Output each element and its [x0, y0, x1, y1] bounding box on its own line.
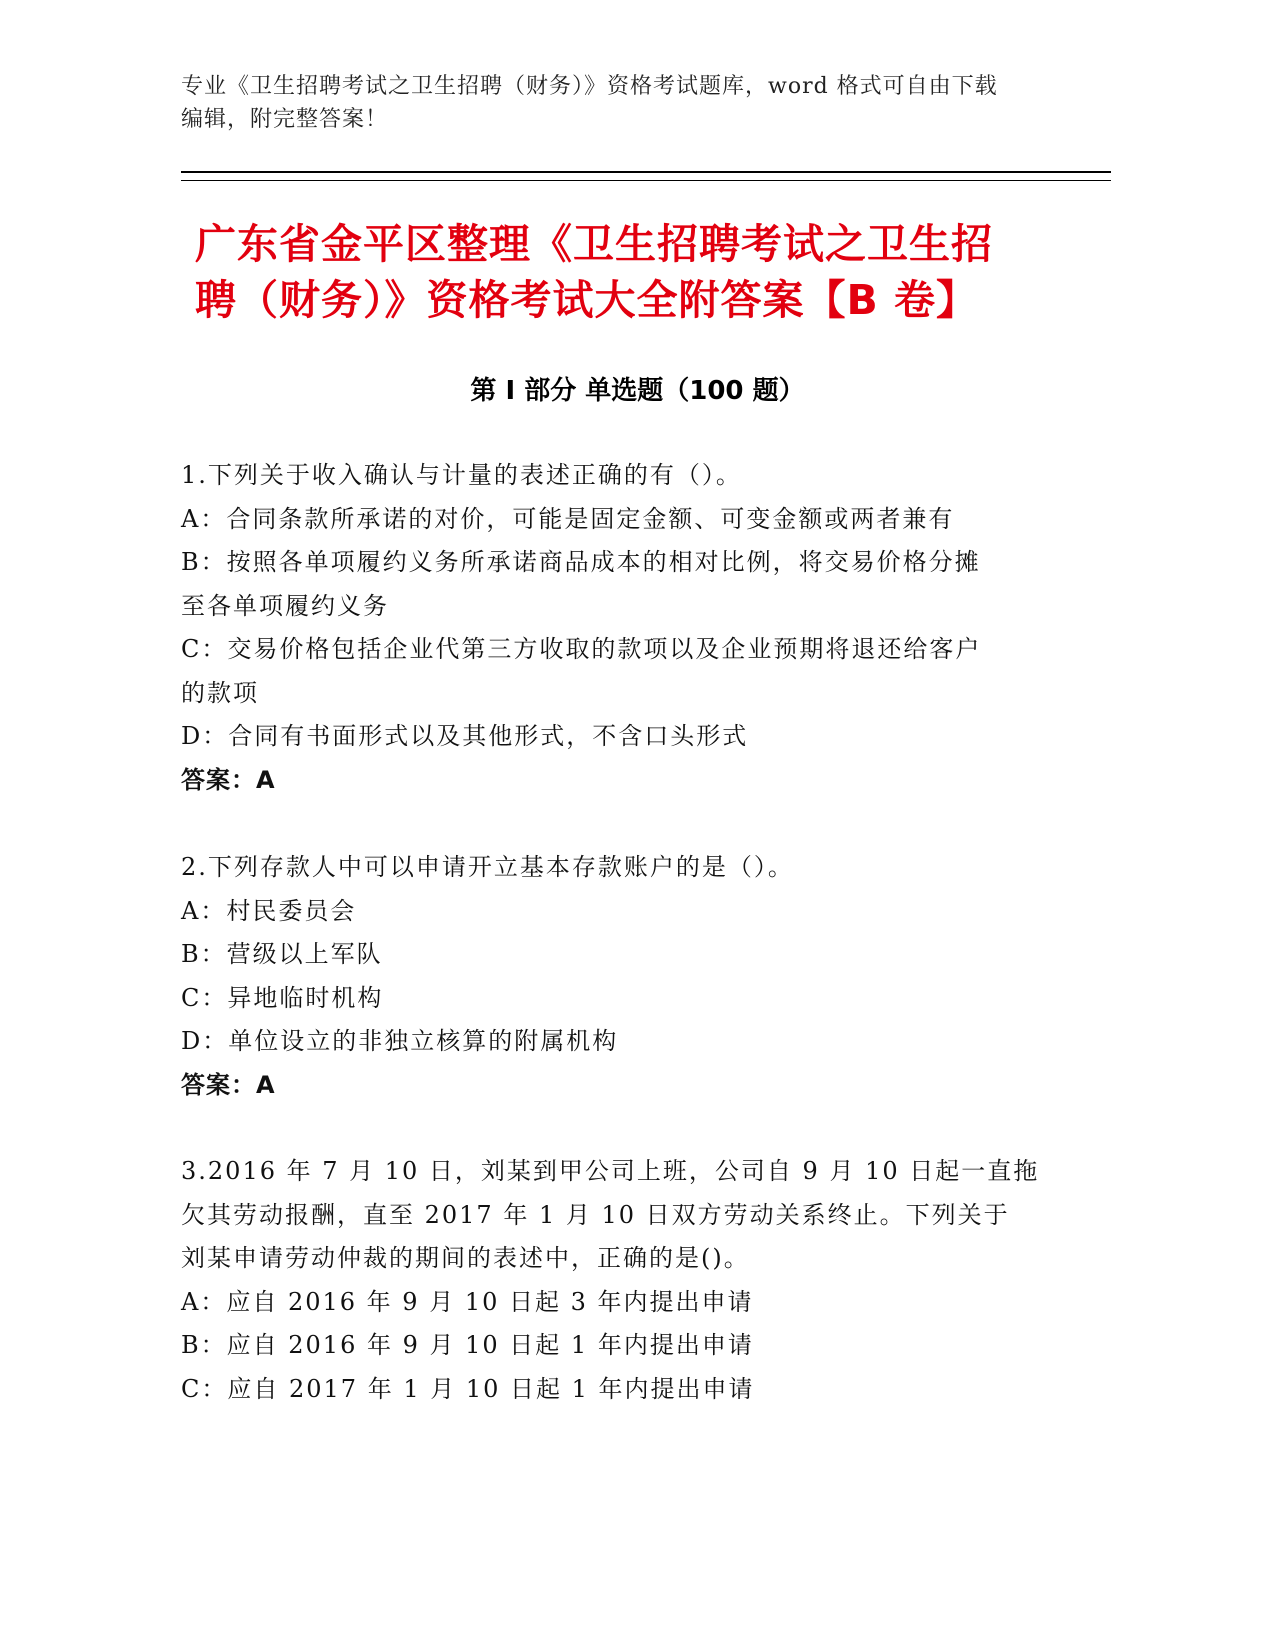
option-d: D：合同有书面形式以及其他形式，不含口头形式 [181, 722, 749, 750]
option-c: C：应自 2017 年 1 月 10 日起 1 年内提出申请 [181, 1374, 755, 1403]
question-3 [181, 1150, 1041, 1411]
question-stem-continued: 欠其劳动报酬，直至 2017 年 1 月 10 日双方劳动关系终止。下列关于 [181, 1200, 1010, 1229]
option-c-continued: 的款项 [181, 678, 259, 707]
document-title-line: 广东省金平区整理《卫生招聘考试之卫生招 [195, 220, 993, 268]
option-a: A：合同条款所承诺的对价，可能是固定金额、可变金额或两者兼有 [181, 504, 955, 533]
option-c: C：交易价格包括企业代第三方收取的款项以及企业预期将退还给客户 [181, 635, 982, 663]
option-b: B：营级以上军队 [181, 940, 383, 968]
option-c: C：异地临时机构 [181, 983, 384, 1012]
section-heading: 第 I 部分 单选题（100 题） [470, 376, 805, 406]
header-note [181, 70, 1041, 136]
header-divider-thick [181, 171, 1111, 173]
option-b: B：应自 2016 年 9 月 10 日起 1 年内提出申请 [181, 1331, 754, 1359]
option-b: B：按照各单项履约义务所承诺商品成本的相对比例，将交易价格分摊 [181, 548, 981, 576]
option-b-continued: 至各单项履约义务 [181, 591, 389, 620]
option-d: D：单位设立的非独立核算的附属机构 [181, 1027, 619, 1055]
option-a: A：村民委员会 [181, 896, 357, 925]
question-stem-continued: 刘某申请劳动仲裁的期间的表述中，正确的是()。 [181, 1244, 750, 1272]
question-stem: 2.下列存款人中可以申请开立基本存款账户的是（）。 [181, 853, 794, 881]
answer-line: 答案：A [181, 765, 276, 794]
document-title-line: 聘（财务）》资格考试大全附答案【B 卷】 [195, 276, 979, 324]
question-1 [181, 454, 1041, 802]
question-stem: 1.下列关于收入确认与计量的表述正确的有（）。 [181, 461, 742, 489]
option-a: A：应自 2016 年 9 月 10 日起 3 年内提出申请 [181, 1287, 754, 1316]
answer-line: 答案：A [181, 1070, 276, 1099]
header-note-line: 专业《卫生招聘考试之卫生招聘（财务）》资格考试题库，word 格式可自由下载 [181, 74, 998, 99]
header-divider-thin [181, 180, 1111, 181]
question-2 [181, 846, 1041, 1107]
question-stem: 3.2016 年 7 月 10 日，刘某到甲公司上班，公司自 9 月 10 日起一直拖 [181, 1157, 1040, 1185]
header-note-line: 编辑，附完整答案！ [181, 107, 389, 132]
document-title [195, 216, 1095, 328]
